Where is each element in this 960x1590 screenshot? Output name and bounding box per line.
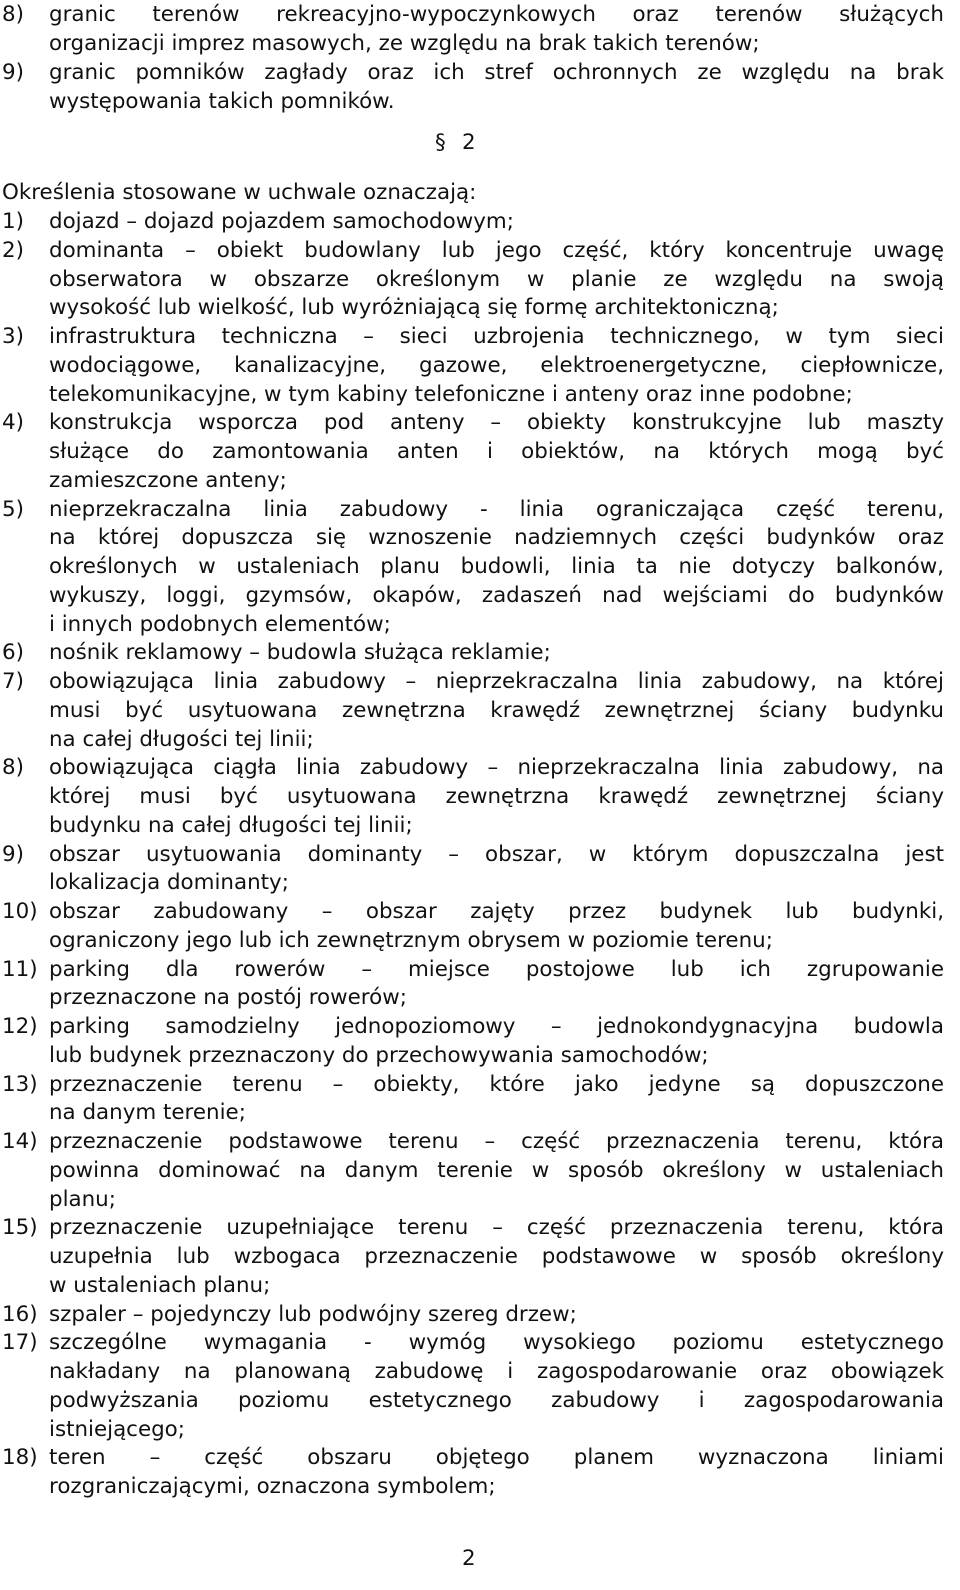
definition-number: 10) [2,899,38,924]
definition-line [0,1041,960,1070]
definition-text: zamieszczone anteny; [49,468,287,493]
definition-text: wodociągowe, kanalizacyjne, gazowe, elektroenergetyczne, ciepłownicze, [49,353,944,378]
definition-number: 6) [2,640,24,665]
definition-line [0,1213,960,1242]
definition-line [0,408,960,437]
definition-line [0,523,960,552]
definition-line [0,322,960,351]
definition-text: przeznaczone na postój rowerów; [49,985,407,1010]
definition-line [0,725,960,754]
intro-item-8-line-1 [0,0,960,29]
definition-line [0,1070,960,1099]
definition-text: przeznaczenie uzupełniające terenu – część przeznaczenia terenu, która [49,1215,944,1240]
definition-text: lokalizacja dominanty; [49,870,289,895]
definition-number: 3) [2,324,24,349]
definition-text: przeznaczenie terenu – obiekty, które jako jedyne są dopuszczone [49,1072,944,1097]
definition-line [0,1127,960,1156]
definition-line [0,1328,960,1357]
definition-text: nośnik reklamowy – budowla służąca reklamie; [49,640,551,665]
definition-line [0,1300,960,1329]
definition-line [0,955,960,984]
lead-line [0,178,960,207]
definition-line [0,840,960,869]
definition-line [0,1012,960,1041]
definition-line [0,293,960,322]
definition-line [0,983,960,1012]
definition-number: 12) [2,1014,38,1039]
definition-text: wysokość lub wielkość, lub wyróżniającą się formę architektoniczną; [49,295,779,320]
definition-line [0,782,960,811]
definition-text: parking samodzielny jednopoziomowy – jednokondygnacyjna budowla [49,1014,944,1039]
definition-number: 7) [2,669,24,694]
definition-line [0,265,960,294]
definition-line [0,1443,960,1472]
definition-line [0,897,960,926]
definition-number: 11) [2,957,38,982]
definition-line [0,581,960,610]
definition-line [0,236,960,265]
section-symbol: § [435,130,446,155]
definition-text: parking dla rowerów – miejsce postojowe lub ich zgrupowanie [49,957,944,982]
definition-number: 13) [2,1072,38,1097]
definition-text: i innych podobnych elementów; [49,612,391,637]
definition-text: na danym terenie; [49,1100,246,1125]
definition-line [0,1472,960,1501]
intro-item-number: 8) [2,2,24,27]
intro-item-9-line-1 [0,58,960,87]
page-number: 2 [462,1546,476,1571]
definition-text: dojazd – dojazd pojazdem samochodowym; [49,209,514,234]
definition-text: szczególne wymagania - wymóg wysokiego poziomu estetycznego [49,1330,944,1355]
definition-number: 15) [2,1215,38,1240]
definition-line [0,437,960,466]
definition-text: uzupełnia lub wzbogaca przeznaczenie podstawowe w sposób określony [49,1244,944,1269]
section-number: 2 [462,130,476,155]
definition-number: 18) [2,1445,38,1470]
definition-number: 9) [2,842,24,867]
definition-line [0,1271,960,1300]
definition-line [0,1242,960,1271]
definition-number: 14) [2,1129,38,1154]
definition-text: dominanta – obiekt budowlany lub jego część, który koncentruje uwagę [49,238,944,263]
intro-item-text: organizacji imprez masowych, ze względu na brak takich terenów; [49,31,760,56]
definition-number: 4) [2,410,24,435]
definition-text: wykuszy, loggi, gzymsów, okapów, zadaszeń nad wejściami do budynków [49,583,944,608]
definition-text: powinna dominować na danym terenie w sposób określony w ustaleniach [49,1158,944,1183]
definition-line [0,926,960,955]
definition-text: ograniczony jego lub ich zewnętrznym obrysem w poziomie terenu; [49,928,773,953]
definition-line [0,1098,960,1127]
section-heading [0,128,960,158]
definition-number: 2) [2,238,24,263]
intro-item-text: granic pomników zagłady oraz ich stref ochronnych ze względu na brak [49,60,944,85]
definition-text: przeznaczenie podstawowe terenu – część przeznaczenia terenu, która [49,1129,944,1154]
definition-text: planu; [49,1187,116,1212]
definition-text: obszar usytuowania dominanty – obszar, w którym dopuszczalna jest [49,842,944,867]
definition-text: istniejącego; [49,1417,185,1442]
definition-line [0,1185,960,1214]
definition-text: telekomunikacyjne, w tym kabiny telefoniczne i anteny oraz inne podobne; [49,382,853,407]
definition-line [0,667,960,696]
definition-text: rozgraniczającymi, oznaczona symbolem; [49,1474,496,1499]
definition-line [0,696,960,725]
definition-line [0,1415,960,1444]
intro-item-text: granic terenów rekreacyjno-wypoczynkowych oraz terenów służących [49,2,944,27]
intro-item-9-line-2 [0,87,960,116]
definition-line [0,1156,960,1185]
definition-number: 16) [2,1302,38,1327]
definition-text: infrastruktura techniczna – sieci uzbrojenia technicznego, w tym sieci [49,324,944,349]
definition-line [0,495,960,524]
definition-text: obowiązująca ciągła linia zabudowy – nieprzekraczalna linia zabudowy, na [49,755,944,780]
definition-text: podwyższania poziomu estetycznego zabudowy i zagospodarowania [49,1388,944,1413]
definition-line [0,638,960,667]
definition-text: obserwatora w obszarze określonym w planie ze względu na swoją [49,267,944,292]
definition-line [0,610,960,639]
definition-text: teren – część obszaru objętego planem wyznaczona liniami [49,1445,944,1470]
definition-text: lub budynek przeznaczony do przechowywania samochodów; [49,1043,709,1068]
intro-item-text: występowania takich pomników. [49,89,395,114]
intro-item-8-line-2 [0,29,960,58]
definition-text: nieprzekraczalna linia zabudowy - linia ograniczająca część terenu, [49,497,944,522]
definition-line [0,380,960,409]
definition-line [0,868,960,897]
intro-item-number: 9) [2,60,24,85]
definition-number: 1) [2,209,24,234]
definition-text: w ustaleniach planu; [49,1273,271,1298]
definition-number: 5) [2,497,24,522]
definition-text: na której dopuszcza się wznoszenie nadziemnych części budynków oraz [49,525,944,550]
definition-text: konstrukcja wsporcza pod anteny – obiekty konstrukcyjne lub maszty [49,410,944,435]
definition-number: 8) [2,755,24,780]
definition-text: budynku na całej długości tej linii; [49,813,413,838]
definition-line [0,811,960,840]
definition-line [0,552,960,581]
definition-line [0,351,960,380]
definition-text: szpaler – pojedynczy lub podwójny szereg drzew; [49,1302,577,1327]
definition-text: której musi być usytuowana zewnętrzna krawędź zewnętrznej ściany [49,784,944,809]
definition-text: obowiązująca linia zabudowy – nieprzekraczalna linia zabudowy, na której [49,669,944,694]
definition-line [0,466,960,495]
definition-text: nakładany na planowaną zabudowę i zagospodarowanie oraz obowiązek [49,1359,944,1384]
definition-text: służące do zamontowania anten i obiektów, na których mogą być [49,439,944,464]
lead-text: Określenia stosowane w uchwale oznaczają: [2,180,477,205]
definition-text: na całej długości tej linii; [49,727,314,752]
definition-line [0,1386,960,1415]
definition-line [0,207,960,236]
definition-number: 17) [2,1330,38,1355]
definition-text: musi być usytuowana zewnętrzna krawędź zewnętrznej ściany budynku [49,698,944,723]
definition-text: obszar zabudowany – obszar zajęty przez budynek lub budynki, [49,899,944,924]
definition-text: określonych w ustaleniach planu budowli, linia ta nie dotyczy balkonów, [49,554,944,579]
definition-line [0,1357,960,1386]
definition-line [0,753,960,782]
